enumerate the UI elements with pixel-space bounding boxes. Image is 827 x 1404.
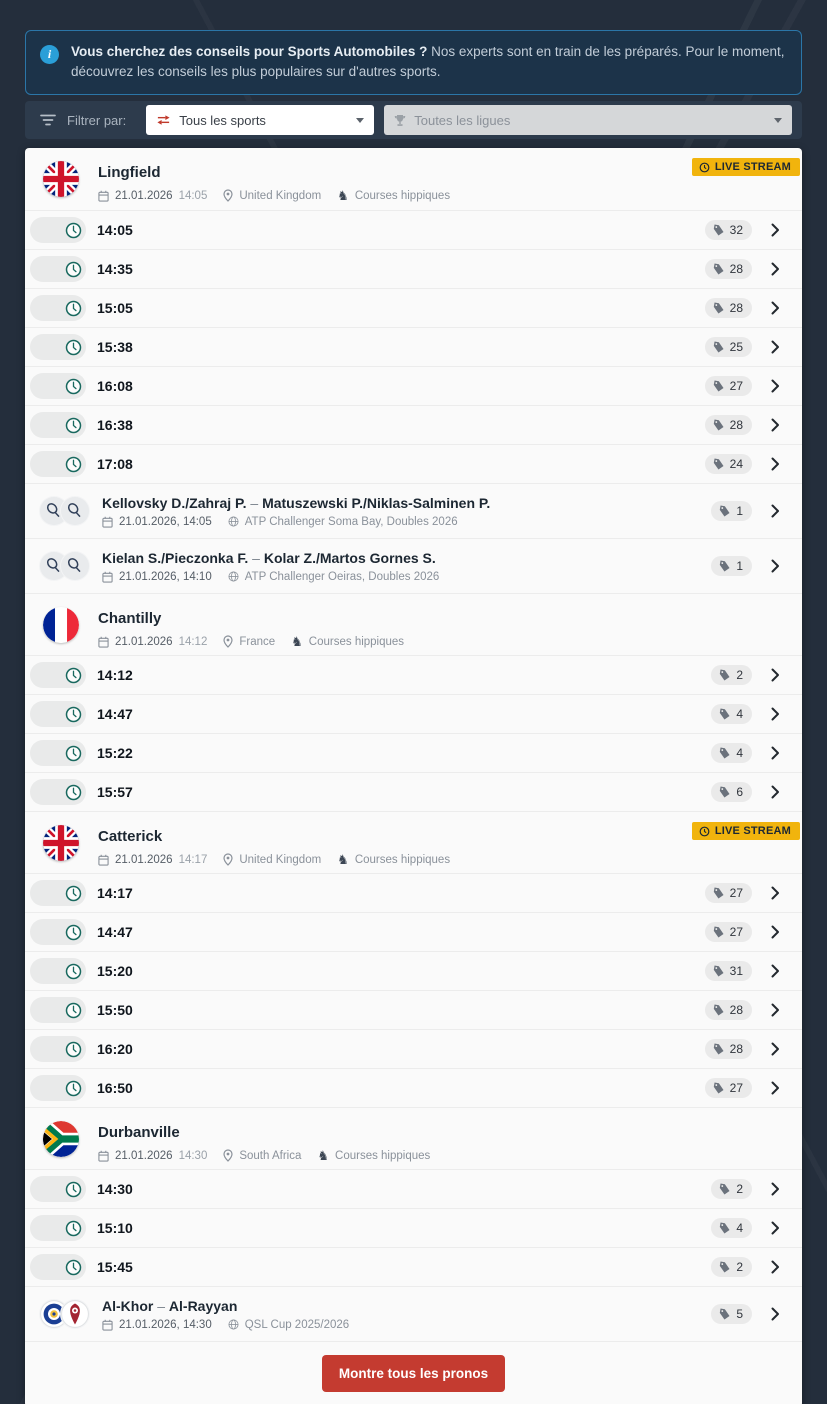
tips-count-badge <box>705 337 752 357</box>
location-pin-icon <box>223 853 233 866</box>
race-row[interactable] <box>25 1247 802 1286</box>
chevron-right-icon[interactable] <box>771 1003 780 1017</box>
sport-sort-icon <box>156 114 171 126</box>
chevron-right-icon[interactable] <box>771 668 780 682</box>
tips-count-badge <box>705 922 752 942</box>
race-time: 16:50 <box>97 1080 133 1096</box>
tips-count: 2 <box>736 668 743 682</box>
tips-count: 28 <box>729 301 743 315</box>
country-flag-icon <box>43 825 79 861</box>
country-flag-icon <box>43 607 79 643</box>
trophy-icon <box>394 114 406 127</box>
chevron-right-icon[interactable] <box>771 1307 780 1321</box>
tips-count-badge <box>711 1218 752 1238</box>
chevron-down-icon <box>774 118 782 123</box>
race-row[interactable] <box>25 327 802 366</box>
chevron-right-icon[interactable] <box>771 746 780 760</box>
race-time: 15:10 <box>97 1220 133 1236</box>
race-row[interactable] <box>25 1068 802 1107</box>
chevron-right-icon[interactable] <box>771 340 780 354</box>
home-team-name: Kellovsky D./Zahraj P. <box>102 494 247 511</box>
calendar-icon <box>102 1319 113 1331</box>
live-stream-badge <box>692 158 800 176</box>
tips-count: 28 <box>729 1042 743 1056</box>
race-meeting-section <box>25 1107 802 1286</box>
tips-count: 27 <box>729 1081 743 1095</box>
chevron-right-icon[interactable] <box>771 262 780 276</box>
race-thumbnail-placeholder <box>30 958 86 984</box>
race-time: 15:20 <box>97 963 133 979</box>
home-team-name: Al-Khor <box>102 1297 154 1314</box>
race-thumbnail-placeholder <box>30 880 86 906</box>
team-icon-away <box>61 497 89 525</box>
match-title <box>102 550 711 566</box>
team-icon-away <box>61 1300 89 1328</box>
chevron-right-icon[interactable] <box>771 418 780 432</box>
info-icon: i <box>40 45 59 64</box>
race-time: 14:12 <box>97 667 133 683</box>
race-time: 15:38 <box>97 339 133 355</box>
live-stream-label: LIVE STREAM <box>714 825 791 837</box>
chevron-right-icon[interactable] <box>771 457 780 471</box>
race-time: 16:20 <box>97 1041 133 1057</box>
location-pin-icon <box>223 635 233 648</box>
tips-count-badge <box>711 743 752 763</box>
meeting-start-time: 14:30 <box>178 1149 208 1162</box>
tips-count: 2 <box>736 1182 743 1196</box>
tips-count: 25 <box>729 340 743 354</box>
chevron-right-icon[interactable] <box>771 1221 780 1235</box>
match-row[interactable] <box>25 483 802 538</box>
meeting-info <box>98 825 450 866</box>
race-thumbnail-placeholder <box>30 295 86 321</box>
meeting-title: Catterick <box>98 828 163 845</box>
info-banner-bold-text: Vous cherchez des conseils pour Sports Automobiles ? <box>71 44 428 59</box>
horse-racing-icon: ♞ <box>291 634 303 649</box>
team-icons <box>40 1300 89 1328</box>
match-title <box>102 495 711 511</box>
chevron-down-icon <box>356 118 364 123</box>
race-thumbnail-placeholder <box>30 701 86 727</box>
chevron-right-icon[interactable] <box>771 886 780 900</box>
events-list <box>25 148 802 1341</box>
race-time: 17:08 <box>97 456 133 472</box>
tips-count: 27 <box>729 925 743 939</box>
race-thumbnail-placeholder <box>30 334 86 360</box>
league-globe-icon <box>228 571 239 582</box>
match-datetime: 21.01.2026, 14:10 <box>119 570 212 583</box>
race-thumbnail-placeholder <box>30 373 86 399</box>
race-thumbnail-placeholder <box>30 779 86 805</box>
vs-separator: – <box>153 1297 169 1314</box>
race-thumbnail-placeholder <box>30 1215 86 1241</box>
tips-count: 28 <box>729 1003 743 1017</box>
match-row[interactable] <box>25 1286 802 1341</box>
meeting-header[interactable] <box>25 1107 802 1169</box>
race-time: 16:08 <box>97 378 133 394</box>
chevron-right-icon[interactable] <box>771 925 780 939</box>
meeting-date: 21.01.2026 <box>115 189 173 202</box>
race-time: 16:38 <box>97 417 133 433</box>
meeting-sport: Courses hippiques <box>335 1149 431 1162</box>
race-thumbnail-placeholder <box>30 997 86 1023</box>
tips-count: 28 <box>729 262 743 276</box>
meeting-start-time: 14:17 <box>178 853 208 866</box>
race-row[interactable] <box>25 288 802 327</box>
race-time: 15:45 <box>97 1259 133 1275</box>
race-row[interactable] <box>25 210 802 249</box>
match-meta <box>102 1319 711 1331</box>
race-row[interactable] <box>25 655 802 694</box>
tips-count: 5 <box>736 1307 743 1321</box>
race-thumbnail-placeholder <box>30 1176 86 1202</box>
race-thumbnail-placeholder <box>30 919 86 945</box>
chevron-right-icon[interactable] <box>771 504 780 518</box>
match-info <box>102 495 711 528</box>
events-card <box>25 148 802 1404</box>
league-globe-icon <box>228 1319 239 1330</box>
tips-count-badge <box>705 415 752 435</box>
tips-count-badge <box>711 665 752 685</box>
chevron-right-icon[interactable] <box>771 223 780 237</box>
race-time: 15:50 <box>97 1002 133 1018</box>
chevron-right-icon[interactable] <box>771 301 780 315</box>
team-icons <box>40 497 89 525</box>
tips-count-badge <box>705 298 752 318</box>
chevron-right-icon[interactable] <box>771 785 780 799</box>
chevron-right-icon[interactable] <box>771 559 780 573</box>
race-meeting-section <box>25 811 802 1107</box>
match-title <box>102 1298 711 1314</box>
chevron-right-icon[interactable] <box>771 1182 780 1196</box>
meeting-title: Lingfield <box>98 164 161 181</box>
match-info <box>102 1298 711 1331</box>
race-thumbnail-placeholder <box>30 1254 86 1280</box>
meeting-date: 21.01.2026 <box>115 1149 173 1162</box>
chevron-right-icon[interactable] <box>771 1081 780 1095</box>
meeting-meta <box>98 1149 430 1162</box>
horse-racing-icon: ♞ <box>337 852 349 867</box>
team-icons <box>40 552 89 580</box>
calendar-icon <box>98 1150 109 1162</box>
vs-separator: – <box>246 494 263 511</box>
tips-count: 27 <box>729 886 743 900</box>
meeting-date: 21.01.2026 <box>115 853 173 866</box>
calendar-icon <box>102 516 113 528</box>
vs-separator: – <box>248 549 264 566</box>
race-row[interactable] <box>25 733 802 772</box>
filter-label: Filtrer par: <box>67 112 127 128</box>
race-row[interactable] <box>25 694 802 733</box>
match-meta <box>102 571 711 583</box>
race-time: 15:57 <box>97 784 133 800</box>
meeting-meta <box>98 189 450 202</box>
home-team-name: Kielan S./Pieczonka F. <box>102 549 249 566</box>
tips-count: 4 <box>736 1221 743 1235</box>
race-row[interactable] <box>25 951 802 990</box>
race-thumbnail-placeholder <box>30 1075 86 1101</box>
race-row[interactable] <box>25 1208 802 1247</box>
meeting-date: 21.01.2026 <box>115 635 173 648</box>
chevron-right-icon[interactable] <box>771 964 780 978</box>
meeting-sport: Courses hippiques <box>354 189 451 202</box>
race-meeting-section <box>25 593 802 811</box>
calendar-icon <box>102 571 113 583</box>
meeting-info <box>98 1121 430 1162</box>
race-row[interactable] <box>25 249 802 288</box>
match-info <box>102 550 711 583</box>
sport-filter-select[interactable] <box>146 105 374 135</box>
calendar-icon <box>98 190 109 202</box>
country-flag-icon <box>43 161 79 197</box>
match-datetime: 21.01.2026, 14:30 <box>119 1318 212 1331</box>
tips-count-badge <box>711 1257 752 1277</box>
tips-count-badge <box>711 556 752 576</box>
meeting-country: United Kingdom <box>239 189 322 202</box>
horse-racing-icon: ♞ <box>337 188 349 203</box>
live-stream-badge <box>692 822 800 840</box>
meeting-sport: Courses hippiques <box>354 853 451 866</box>
filter-icon <box>39 113 57 127</box>
race-row[interactable] <box>25 366 802 405</box>
meeting-start-time: 14:12 <box>178 635 208 648</box>
tips-count-badge <box>711 501 752 521</box>
tips-count-badge <box>705 259 752 279</box>
tips-count: 2 <box>736 1260 743 1274</box>
card-footer <box>25 1341 802 1404</box>
meeting-meta <box>98 853 450 866</box>
tips-count: 28 <box>729 418 743 432</box>
race-time: 14:35 <box>97 261 133 277</box>
meeting-title: Chantilly <box>98 610 162 627</box>
info-banner <box>25 30 802 95</box>
country-flag-icon <box>43 1121 79 1157</box>
tips-count: 4 <box>736 746 743 760</box>
meeting-header[interactable] <box>25 593 802 655</box>
tips-count: 1 <box>736 504 743 518</box>
location-pin-icon <box>223 1149 233 1162</box>
tips-count: 6 <box>736 785 743 799</box>
race-time: 14:17 <box>97 885 133 901</box>
race-row[interactable] <box>25 912 802 951</box>
tips-count: 27 <box>729 379 743 393</box>
meeting-header[interactable] <box>25 148 802 210</box>
match-meta <box>102 516 711 528</box>
meeting-country: France <box>239 635 276 648</box>
race-row[interactable] <box>25 990 802 1029</box>
show-all-tips-button[interactable]: Montre tous les pronos <box>322 1355 505 1392</box>
match-row[interactable] <box>25 538 802 593</box>
meeting-title: Durbanville <box>98 1124 180 1141</box>
race-meeting-section <box>25 148 802 483</box>
away-team-name: Al-Rayyan <box>168 1297 238 1314</box>
race-time: 14:30 <box>97 1181 133 1197</box>
tips-count-badge <box>705 1000 752 1020</box>
match-datetime: 21.01.2026, 14:05 <box>119 515 212 528</box>
tips-count: 1 <box>736 559 743 573</box>
race-row[interactable] <box>25 873 802 912</box>
race-thumbnail-placeholder <box>30 662 86 688</box>
away-team-name: Kolar Z./Martos Gornes S. <box>263 549 436 566</box>
race-row[interactable] <box>25 1169 802 1208</box>
tips-count-badge <box>705 376 752 396</box>
race-row[interactable] <box>25 405 802 444</box>
match-league: ATP Challenger Oeiras, Doubles 2026 <box>244 570 440 583</box>
league-globe-icon <box>228 516 239 527</box>
meeting-start-time: 14:05 <box>178 189 208 202</box>
team-icon-away <box>61 552 89 580</box>
info-banner-regular-text: Nos experts sont en train de les préparés. Pour le moment, découvrez les conseils les plus populaires sur d'autres sports. <box>71 44 785 80</box>
race-thumbnail-placeholder <box>30 1036 86 1062</box>
race-row[interactable] <box>25 444 802 483</box>
meeting-country: United Kingdom <box>239 853 322 866</box>
meeting-header[interactable] <box>25 811 802 873</box>
race-time: 15:22 <box>97 745 133 761</box>
sport-filter-value: Tous les sports <box>179 112 266 128</box>
race-row[interactable] <box>25 1029 802 1068</box>
race-thumbnail-placeholder <box>30 217 86 243</box>
league-filter-select[interactable] <box>384 105 792 135</box>
away-team-name: Matuszewski P./Niklas-Salminen P. <box>262 494 491 511</box>
meeting-info <box>98 161 450 202</box>
chevron-right-icon[interactable] <box>771 1260 780 1274</box>
tips-count: 24 <box>729 457 743 471</box>
race-time: 14:47 <box>97 706 133 722</box>
chevron-right-icon[interactable] <box>771 379 780 393</box>
tips-count-badge <box>705 1078 752 1098</box>
info-banner-text <box>71 42 785 83</box>
tips-count-badge <box>711 782 752 802</box>
tips-count-badge <box>705 883 752 903</box>
tips-count: 31 <box>729 964 743 978</box>
tips-count-badge <box>711 704 752 724</box>
race-time: 14:05 <box>97 222 133 238</box>
race-thumbnail-placeholder <box>30 412 86 438</box>
tips-count-badge <box>711 1179 752 1199</box>
tips-count-badge <box>705 454 752 474</box>
chevron-right-icon[interactable] <box>771 1042 780 1056</box>
calendar-icon <box>98 636 109 648</box>
tips-count-badge <box>705 220 752 240</box>
race-thumbnail-placeholder <box>30 451 86 477</box>
match-league: QSL Cup 2025/2026 <box>244 1318 350 1331</box>
live-stream-label: LIVE STREAM <box>714 161 791 173</box>
horse-racing-icon: ♞ <box>317 1148 330 1163</box>
race-time: 15:05 <box>97 300 133 316</box>
chevron-right-icon[interactable] <box>771 707 780 721</box>
race-time: 14:47 <box>97 924 133 940</box>
calendar-icon <box>98 854 109 866</box>
race-thumbnail-placeholder <box>30 256 86 282</box>
meeting-meta <box>98 635 404 648</box>
location-pin-icon <box>223 189 233 202</box>
tips-count: 32 <box>729 223 743 237</box>
filter-bar <box>25 101 802 139</box>
race-thumbnail-placeholder <box>30 740 86 766</box>
league-filter-value: Toutes les ligues <box>414 112 511 128</box>
race-row[interactable] <box>25 772 802 811</box>
tips-count-badge <box>705 1039 752 1059</box>
meeting-info <box>98 607 404 648</box>
match-league: ATP Challenger Soma Bay, Doubles 2026 <box>244 515 458 528</box>
meeting-country: South Africa <box>239 1149 302 1162</box>
meeting-sport: Courses hippiques <box>308 635 405 648</box>
tips-count-badge <box>705 961 752 981</box>
tips-count: 4 <box>736 707 743 721</box>
tips-count-badge <box>711 1304 752 1324</box>
